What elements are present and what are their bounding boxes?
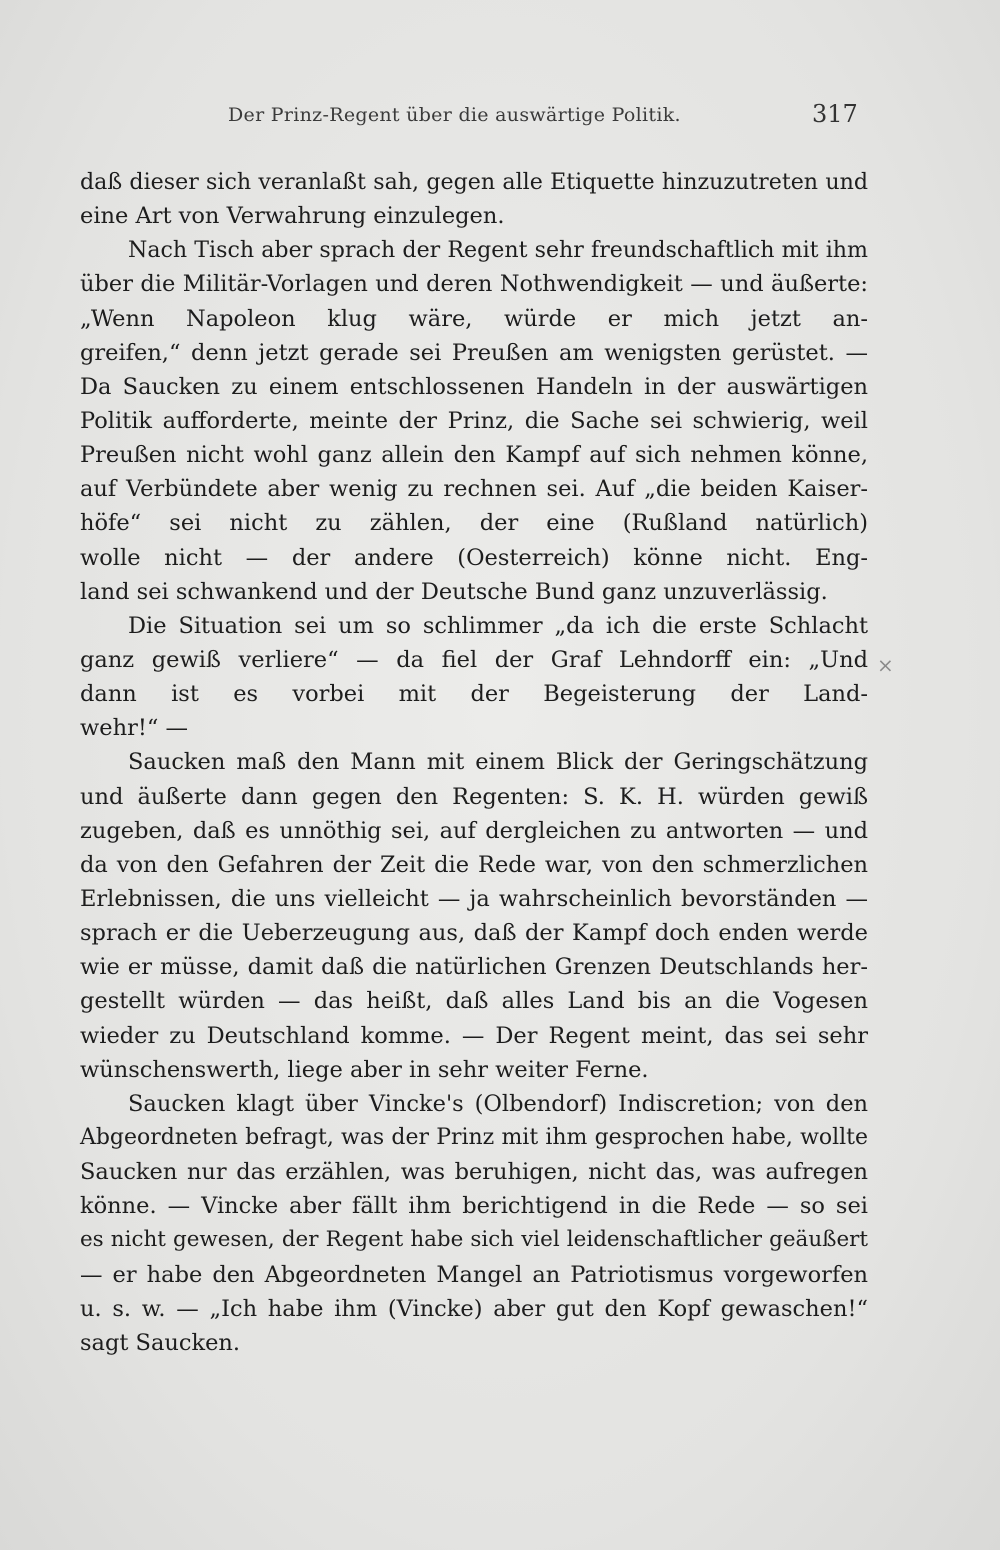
text-line: „Wenn Napoleon klug wäre, würde er mich jetzt an- — [80, 305, 868, 332]
text-line: u. s. w. — „Ich habe ihm (Vincke) aber gut den Kopf gewaschen!“ — [80, 1295, 868, 1322]
text-line: Da Saucken zu einem entschlossenen Handeln in der auswärtigen — [80, 373, 868, 400]
text-line: wie er müsse, damit daß die natürlichen Grenzen Deutschlands her- — [80, 954, 868, 981]
text-line: Preußen nicht wohl ganz allein den Kampf auf sich nehmen könne, — [80, 442, 868, 469]
text-line: wieder zu Deutschland komme. — Der Regent meint, das sei sehr — [80, 1022, 868, 1049]
text-line: Saucken maß den Mann mit einem Blick der Geringschätzung — [128, 749, 868, 776]
text-line: Saucken nur das erzählen, was beruhigen, nicht das, was aufregen — [80, 1159, 868, 1186]
running-title: Der Prinz-Regent über die auswärtige Politik. — [228, 104, 681, 126]
text-line: Abgeordneten befragt, was der Prinz mit ihm gesprochen habe, wollte — [80, 1124, 868, 1150]
text-line: Politik aufforderte, meinte der Prinz, die Sache sei schwierig, weil — [80, 407, 868, 434]
margin-mark: × — [877, 653, 894, 677]
text-line: wünschenswerth, liege aber in sehr weiter Ferne. — [80, 1056, 649, 1083]
text-line: greifen,“ denn jetzt gerade sei Preußen am wenigsten gerüstet. — — [80, 339, 868, 366]
text-line: könne. — Vincke aber fällt ihm berichtigend in die Rede — so sei — [80, 1193, 868, 1220]
text-line: Erlebnissen, die uns vielleicht — ja wahrscheinlich bevorständen — — [80, 885, 868, 912]
text-line: Die Situation sei um so schlimmer „da ich die erste Schlacht — [128, 612, 868, 639]
text-line: sprach er die Ueberzeugung aus, daß der Kampf doch enden werde — [80, 920, 868, 947]
text-line: daß dieser sich veranlaßt sah, gegen alle Etiquette hinzuzutreten und — [80, 169, 868, 195]
text-line: da von den Gefahren der Zeit die Rede war, von den schmerzlichen — [80, 851, 868, 878]
text-line: ganz gewiß verliere“ — da fiel der Graf Lehndorff ein: „Und — [80, 646, 868, 673]
text-line: Saucken klagt über Vincke's (Olbendorf) Indiscretion; von den — [128, 1090, 868, 1117]
text-line: — er habe den Abgeordneten Mangel an Patriotismus vorgeworfen — [80, 1261, 868, 1288]
text-line: land sei schwankend und der Deutsche Bund ganz unzuverlässig. — [80, 578, 828, 605]
text-line: wehr!“ — — [80, 715, 189, 742]
text-line: wolle nicht — der andere (Oesterreich) könne nicht. Eng- — [80, 544, 868, 571]
page-number: 317 — [812, 100, 858, 128]
body-text — [80, 165, 868, 1360]
text-line: eine Art von Verwahrung einzulegen. — [80, 203, 505, 230]
text-line: auf Verbündete aber wenig zu rechnen sei. Auf „die beiden Kaiser- — [80, 476, 868, 503]
text-line: über die Militär-Vorlagen und deren Nothwendigkeit — und äußerte: — [80, 271, 868, 298]
text-line: gestellt würden — das heißt, daß alles Land bis an die Vogesen — [80, 988, 868, 1015]
text-line: Nach Tisch aber sprach der Regent sehr freundschaftlich mit ihm — [128, 237, 868, 264]
text-line: höfe“ sei nicht zu zählen, der eine (Rußland natürlich) — [80, 510, 868, 537]
text-line: sagt Saucken. — [80, 1329, 241, 1356]
text-line: und äußerte dann gegen den Regenten: S. K. H. würden gewiß — [80, 783, 868, 810]
text-line: dann ist es vorbei mit der Begeisterung der Land- — [80, 681, 868, 708]
text-line: zugeben, daß es unnöthig sei, auf dergleichen zu antworten — und — [80, 817, 868, 844]
text-line: es nicht gewesen, der Regent habe sich viel leidenschaftlicher geäußert — [80, 1227, 868, 1253]
